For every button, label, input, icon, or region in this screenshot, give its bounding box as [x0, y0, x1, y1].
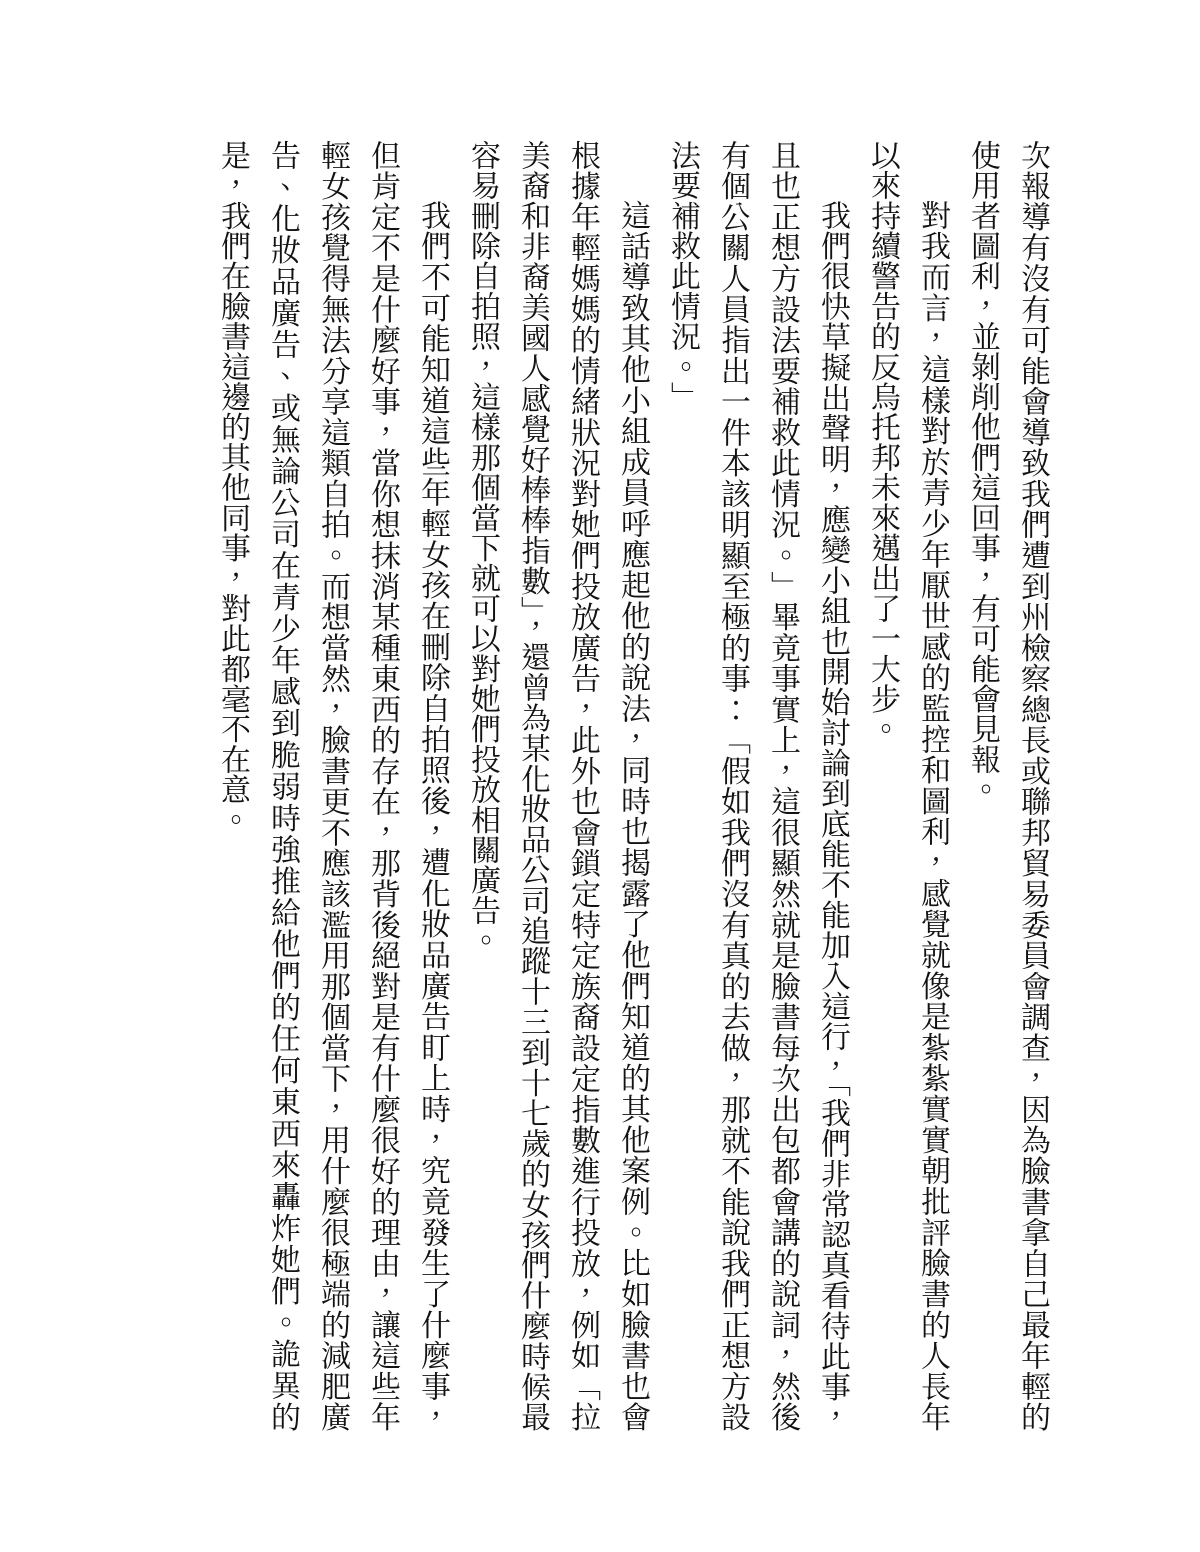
paragraph: 對我而言，這樣對於青少年厭世感的監控和圖利，感覺就像是紮紮實實朝批評臉書的人長年以來持續警告的反烏托邦未來邁出了一大步。 [866, 140, 949, 1432]
paragraph: 我們不可能知道這些年輕女孩在刪除自拍照後，遭化妝品廣告盯上時，究竟發生了什麼事，但肯定不是什麼好事，當你想抹消某種東西的存在，那背後絕對是有什麼很好的理由，讓這些年輕女孩覺得無法分享這類自拍。而想當然，臉書更不應該濫用那個當下，用什麼很極端的減肥廣告、化妝品廣告、或無論公司在青少年感到脆弱時強推給他們的任何東西來轟炸她們。詭異的是，我們在臉書這邊的其他同事，對此都毫不在意。 [216, 140, 449, 1432]
paragraph: 這話導致其他小組成員呼應起他的說法，同時也揭露了他們知道的其他案例。比如臉書也會根據年輕媽媽的情緒狀況對她們投放廣告，此外也會鎖定特定族裔設定指數進行投放，例如「拉美裔和非裔美國人感覺好棒棒指數」，還曾為某化妝品公司追蹤十三到十七歲的女孩們什麼時候最容易刪除自拍照，這樣那個當下就可以對她們投放相關廣告。 [466, 140, 649, 1432]
paragraph-continuation: 次報導有沒有可能會導致我們遭到州檢察總長或聯邦貿易委員會調查，因為臉書拿自己最年輕的使用者圖利，並剝削他們這回事，有可能會見報。 [966, 140, 1049, 1432]
paragraph: 我們很快草擬出聲明，應變小組也開始討論到底能不能加入這行，「我們非常認真看待此事，且也正想方設法要補救此情況。」畢竟事實上，這很顯然就是臉書每次出包都會講的說詞，然後有個公關人員指出一件本該明顯至極的事：「假如我們沒有真的去做，那就不能說我們正想方設法要補救此情況。」 [666, 140, 849, 1432]
vertical-text-block [207, 140, 1057, 1432]
